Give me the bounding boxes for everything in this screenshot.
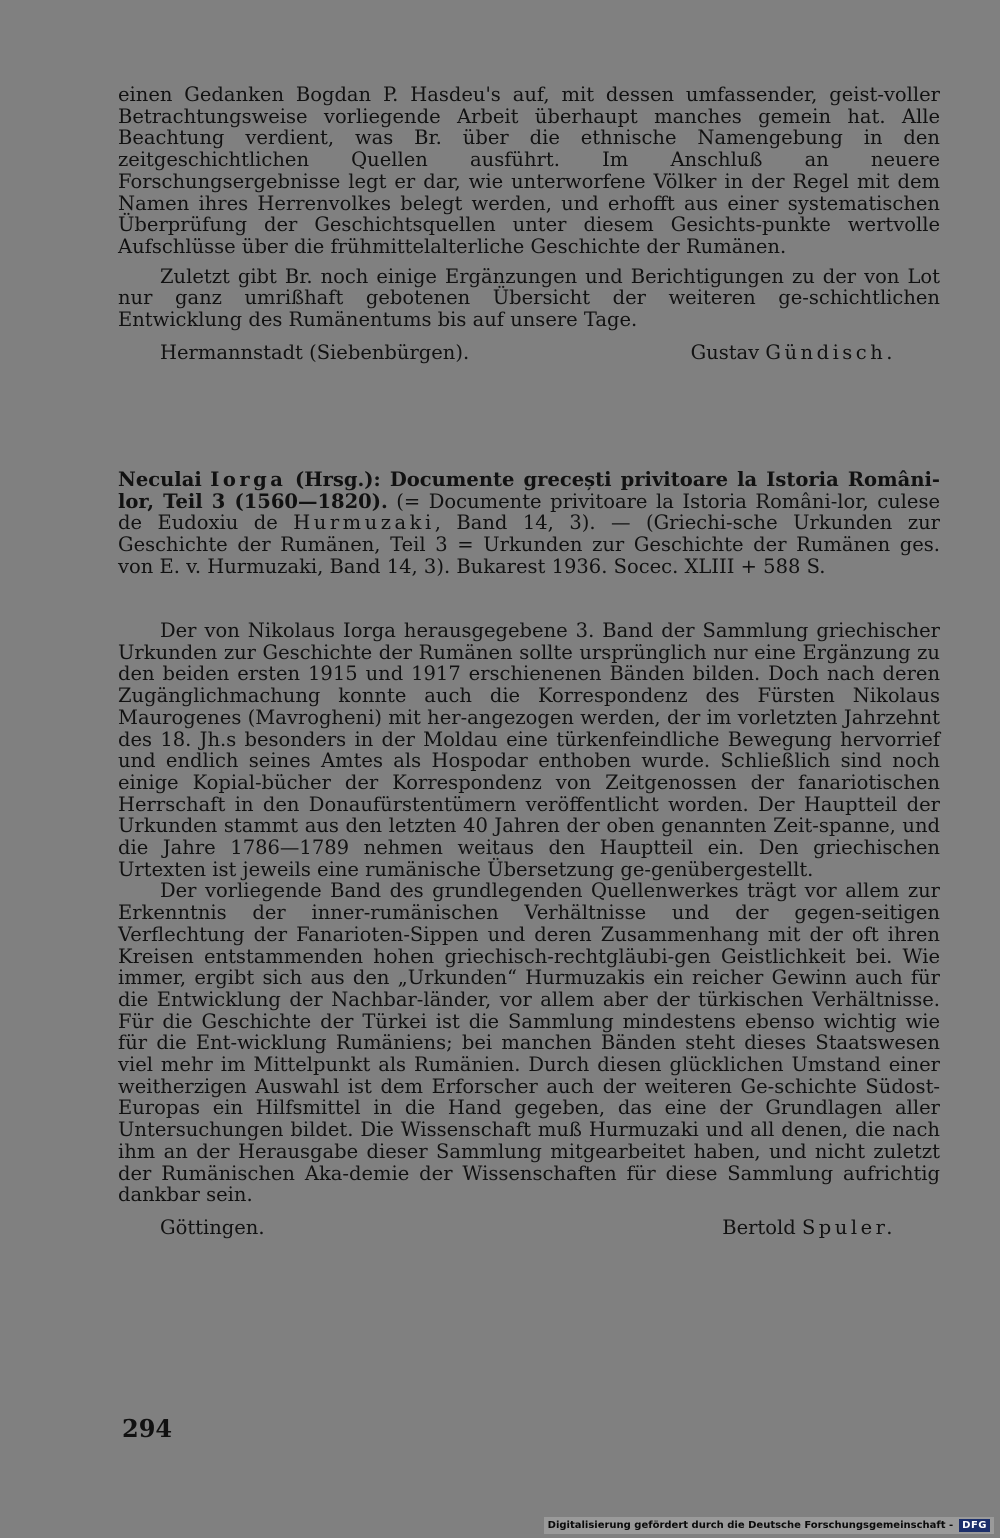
review2-body bbox=[118, 620, 940, 1239]
review2-heading bbox=[118, 469, 940, 578]
footer-text: Digitalisierung gefördert durch die Deutsche Forschungsgemeinschaft - bbox=[547, 1520, 954, 1531]
review1-reviewer-last: Gündisch. bbox=[765, 340, 896, 364]
review2-place: Göttingen. bbox=[160, 1215, 265, 1239]
review1-signature bbox=[118, 342, 940, 364]
review2-author-first: Neculai bbox=[118, 468, 202, 491]
review2-author-last: Iorga bbox=[210, 468, 287, 491]
page-number: 294 bbox=[122, 1414, 173, 1443]
dfg-logo-icon: DFG bbox=[959, 1519, 990, 1532]
review2-title: (Hrsg.): Documente grecești privitoare la Istoria Români-lor, Teil 3 (1560—1820). bbox=[118, 468, 940, 513]
review2-reviewer-last: Spuler. bbox=[801, 1215, 896, 1239]
review2-reviewer bbox=[722, 1217, 940, 1239]
review2-signature bbox=[118, 1217, 940, 1239]
review2-paragraph-2: Der vorliegende Band des grundlegenden Quellenwerkes trägt vor allem zur Erkenntnis der inner-rumänischen Verhältnisse und der gegen-seitigen Verflechtung der Fanarioten-Sippen und deren Zusammenhang mit der oft ihren Kreisen entstammenden hohen griechisch-rechtgläubi-gen Geistlichkeit bei. Wie immer, ergibt sich aus den „Urkunden“ Hurmuzakis ein reicher Gewinn auch für die Entwicklung der Nachbar-länder, vor allem aber der türkischen Verhältnisse. Für die Geschichte der Türkei ist die Sammlung mindestens ebenso wichtig wie für die Ent-wicklung Rumäniens; bei manchen Bänden steht dieses Staatswesen viel mehr im Mittelpunkt als Rumänien. Durch diesen glücklichen Umstand einer weitherzigen Auswahl ist dem Erforscher auch der weiteren Ge-schichte Südost-Europas ein Hilfsmittel in die Hand gegeben, das eine der Grundlagen aller Untersuchungen bildet. Die Wissenschaft muß Hurmuzaki und all denen, die nach ihm an der Herausgabe dieser Sammlung mitgearbeitet haben, und nicht zuletzt der Rumänischen Aka-demie der Wissenschaften für diese Sammlung aufrichtig dankbar sein. bbox=[118, 879, 940, 1207]
review2-series-1: (= Documente privitoare la Istoria Români-lor, culese de Eudoxiu de bbox=[118, 489, 940, 535]
review2-hurmuzaki: Hurmuzaki bbox=[293, 511, 435, 535]
review1-reviewer-first: Gustav bbox=[690, 340, 760, 364]
digitization-footer bbox=[544, 1517, 994, 1534]
review1-reviewer bbox=[691, 342, 940, 364]
review1-place: Hermannstadt (Siebenbürgen). bbox=[160, 340, 470, 364]
review-continuation bbox=[118, 84, 940, 364]
review2-series-2: , Band 14, 3). — (Griechi-sche Urkunden zur Geschichte der Rumänen, Teil 3 = Urkunden zur Geschichte der Rumänen ges. von E. v. Hurmuzaki, Band 14, 3). Bukarest 1936. Socec. XLIII + 588 S. bbox=[118, 511, 940, 578]
review2-citation bbox=[118, 469, 940, 578]
review1-paragraph-2: Zuletzt gibt Br. noch einige Ergänzungen und Berichtigungen zu der von Lot nur ganz umrißhaft gebotenen Übersicht der weiteren ge-schichtlichen Entwicklung des Rumänentums bis auf unsere Tage. bbox=[118, 264, 940, 332]
review2-paragraph-1: Der von Nikolaus Iorga herausgegebene 3. Band der Sammlung griechischer Urkunden zur Geschichte der Rumänen sollte ursprünglich nur eine Ergänzung zu den beiden ersten 1915 und 1917 erschienenen Bänden bilden. Doch nach deren Zugänglichmachung konnte auch die Korrespondenz des Fürsten Nikolaus Maurogenes (Mavrogheni) mit her-angezogen werden, der im vorletzten Jahrzehnt des 18. Jh.s besonders in der Moldau eine türkenfeindliche Bewegung hervorrief und endlich seines Amtes als Hospodar enthoben wurde. Schließlich sind noch einige Kopial-bücher der Korrespondenz von Zeitgenossen der fanariotischen Herrschaft in den Donaufürstentümern veröffentlicht worden. Der Hauptteil der Urkunden stammt aus den letzten 40 Jahren der oben genannten Zeit-spanne, und die Jahre 1786—1789 nehmen weitaus den Hauptteil ein. Den griechischen Urtexten ist jeweils eine rumänische Übersetzung ge-genübergestellt. bbox=[118, 619, 940, 881]
review1-paragraph-1: einen Gedanken Bogdan P. Hasdeu's auf, mit dessen umfassender, geist-voller Betrachtungsweise vorliegende Arbeit überhaupt manches gemein hat. Alle Beachtung verdient, was Br. über die ethnische Namengebung in den zeitgeschichtlichen Quellen ausführt. Im Anschluß an neuere Forschungsergebnisse legt er dar, wie unterworfene Völker in der Regel mit dem Namen ihres Herrenvolkes belegt werden, und erhofft aus einer systematischen Überprüfung der Geschichtsquellen unter diesem Gesichts-punkte wertvolle Aufschlüsse über die frühmittelalterliche Geschichte der Rumänen. bbox=[118, 83, 940, 258]
review2-reviewer-first: Bertold bbox=[722, 1215, 796, 1239]
